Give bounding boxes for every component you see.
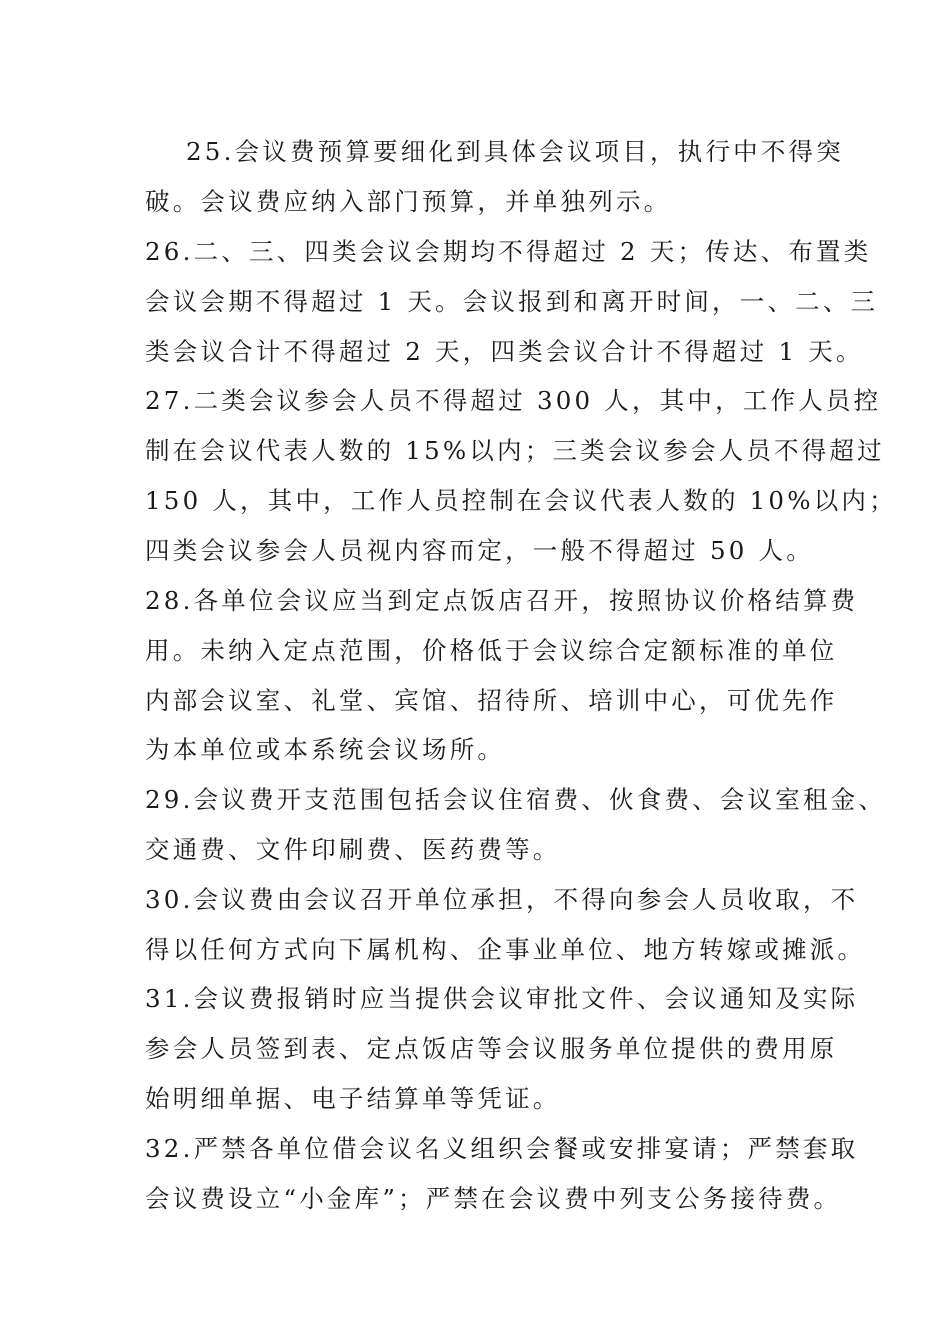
text-line: 破。会议费应纳入部门预算，并单独列示。 xyxy=(145,187,672,216)
text-line: 为本单位或本系统会议场所。 xyxy=(145,735,506,764)
text-line: 31.会议费报销时应当提供会议审批文件、会议通知及实际 xyxy=(145,984,859,1013)
text-line: 150 人，其中，工作人员控制在会议代表人数的 10%以内； xyxy=(145,486,897,515)
text-line: 得以任何方式向下属机构、企事业单位、地方转嫁或摊派。 xyxy=(145,935,866,964)
text-line: 29.会议费开支范围包括会议住宿费、伙食费、会议室租金、 xyxy=(145,785,887,814)
text-line: 制在会议代表人数的 15%以内；三类会议参会人员不得超过 xyxy=(145,436,885,465)
text-line: 27.二类会议参会人员不得超过 300 人，其中，工作人员控 xyxy=(145,386,882,415)
text-line: 四类会议参会人员视内容而定，一般不得超过 50 人。 xyxy=(145,536,814,565)
text-line: 28.各单位会议应当到定点饭店召开，按照协议价格结算费 xyxy=(145,586,859,615)
text-line: 始明细单据、电子结算单等凭证。 xyxy=(145,1084,561,1113)
text-line: 类会议合计不得超过 2 天，四类会议合计不得超过 1 天。 xyxy=(145,337,864,366)
text-line: 用。未纳入定点范围，价格低于会议综合定额标准的单位 xyxy=(145,636,838,665)
text-line: 32.严禁各单位借会议名义组织会餐或安排宴请；严禁套取 xyxy=(145,1134,859,1163)
text-line: 会议会期不得超过 1 天。会议报到和离开时间，一、二、三 xyxy=(145,287,879,316)
text-line: 25.会议费预算要细化到具体会议项目，执行中不得突 xyxy=(186,137,844,166)
text-line: 会议费设立“小金库”；严禁在会议费中列支公务接待费。 xyxy=(145,1184,842,1213)
text-line: 30.会议费由会议召开单位承担，不得向参会人员收取，不 xyxy=(145,885,859,914)
text-line: 26.二、三、四类会议会期均不得超过 2 天；传达、布置类 xyxy=(145,237,872,266)
text-line: 参会人员签到表、定点饭店等会议服务单位提供的费用原 xyxy=(145,1034,838,1063)
text-line: 交通费、文件印刷费、医药费等。 xyxy=(145,835,561,864)
text-line: 内部会议室、礼堂、宾馆、招待所、培训中心，可优先作 xyxy=(145,686,838,715)
